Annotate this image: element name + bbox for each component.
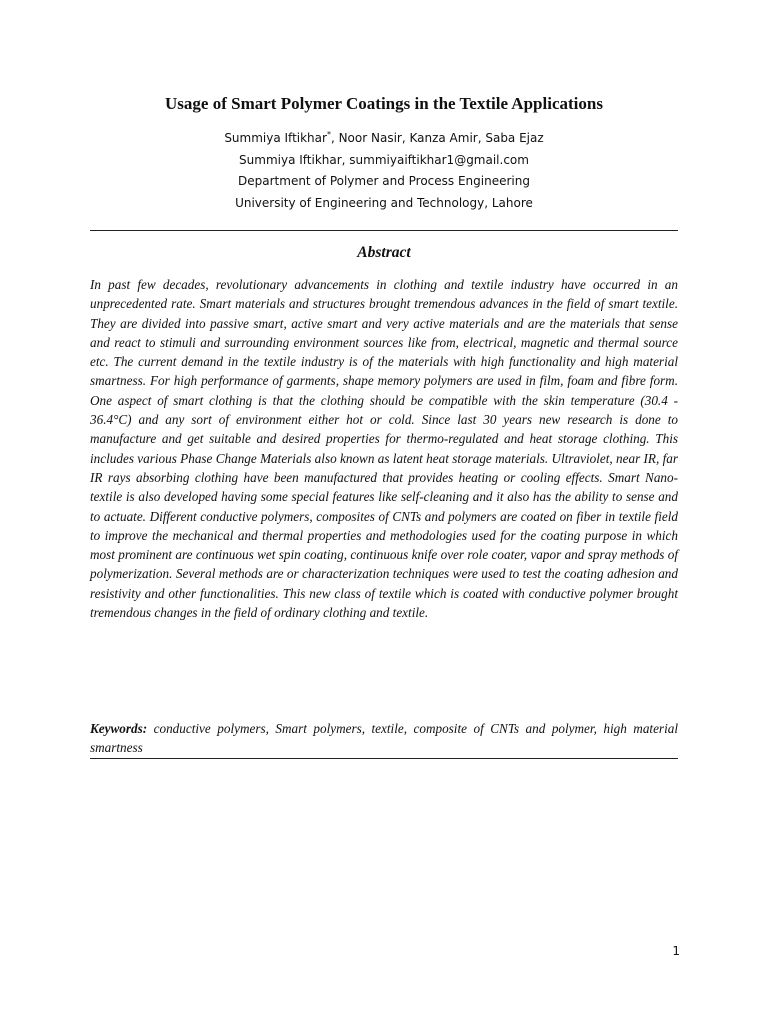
bottom-divider [90, 758, 678, 759]
university-line: University of Engineering and Technology, Lahore [235, 195, 533, 210]
first-author: Summiya Iftikhar [224, 131, 327, 145]
abstract-body: In past few decades, revolutionary advancements in clothing and textile industry have occurred in an unprecedented rate. Smart materials and structures brought tremendous advances in the field of smart textile. They are divided into passive smart, active smart and very active materials and are the materials that sense and react to stimuli and surrounding environment sources like from, electrical, magnetic and thermal source etc. The current demand in the textile industry is of the materials with high functionality and high material smartness. For high performance of garments, shape memory polymers are used in film, foam and fibre form. One aspect of smart clothing is that the clothing should be compatible with the skin temperature (30.4 - 36.4°C) and any sort of environment either hot or cold. Since last 30 years new research is done to manufacture and get suitable and desired properties for thermo-regulated and heat storage clothing. This includes various Phase Change Materials also known as latent heat storage materials. Ultraviolet, near IR, far IR rays absorbing clothing have been manufactured that provides heating or cooling effects. Smart Nano-textile is also developed having some special features like self-cleaning and it also has the ability to sense and to actuate. Different conductive polymers, composites of CNTs and polymers are coated on fiber in textile field to improve the mechanical and thermal properties and methodologies used for the coating purpose in which most prominent are continuous wet spin coating, continuous knife over role coater, vapor and spray methods of polymerization. Several methods are or characterization techniques were used to test the coating adhesion and resistivity and other functionalities. This new class of textile which is coated with conductive polymer brought tremendous changes in the field of ordinary clothing and textile. [90, 277, 678, 621]
contact-line: Summiya Iftikhar, summiyaiftikhar1@gmail.com [239, 152, 529, 167]
top-divider [90, 230, 678, 231]
department-line: Department of Polymer and Process Engineering [238, 174, 530, 188]
other-authors: , Noor Nasir, Kanza Amir, Saba Ejaz [330, 131, 544, 145]
keywords-text: conductive polymers, Smart polymers, textile, composite of CNTs and polymer, high material smartness [90, 721, 678, 756]
keywords-label: Keywords: [90, 721, 148, 736]
page-number: 1 [672, 944, 680, 958]
author-info-block [90, 128, 678, 214]
authors-line [90, 128, 678, 150]
keywords-paragraph [90, 719, 678, 758]
corresponding-author-mark: * [326, 130, 331, 139]
abstract-heading: Abstract [357, 244, 411, 261]
paper-title: Usage of Smart Polymer Coatings in the Textile Applications [165, 94, 603, 113]
